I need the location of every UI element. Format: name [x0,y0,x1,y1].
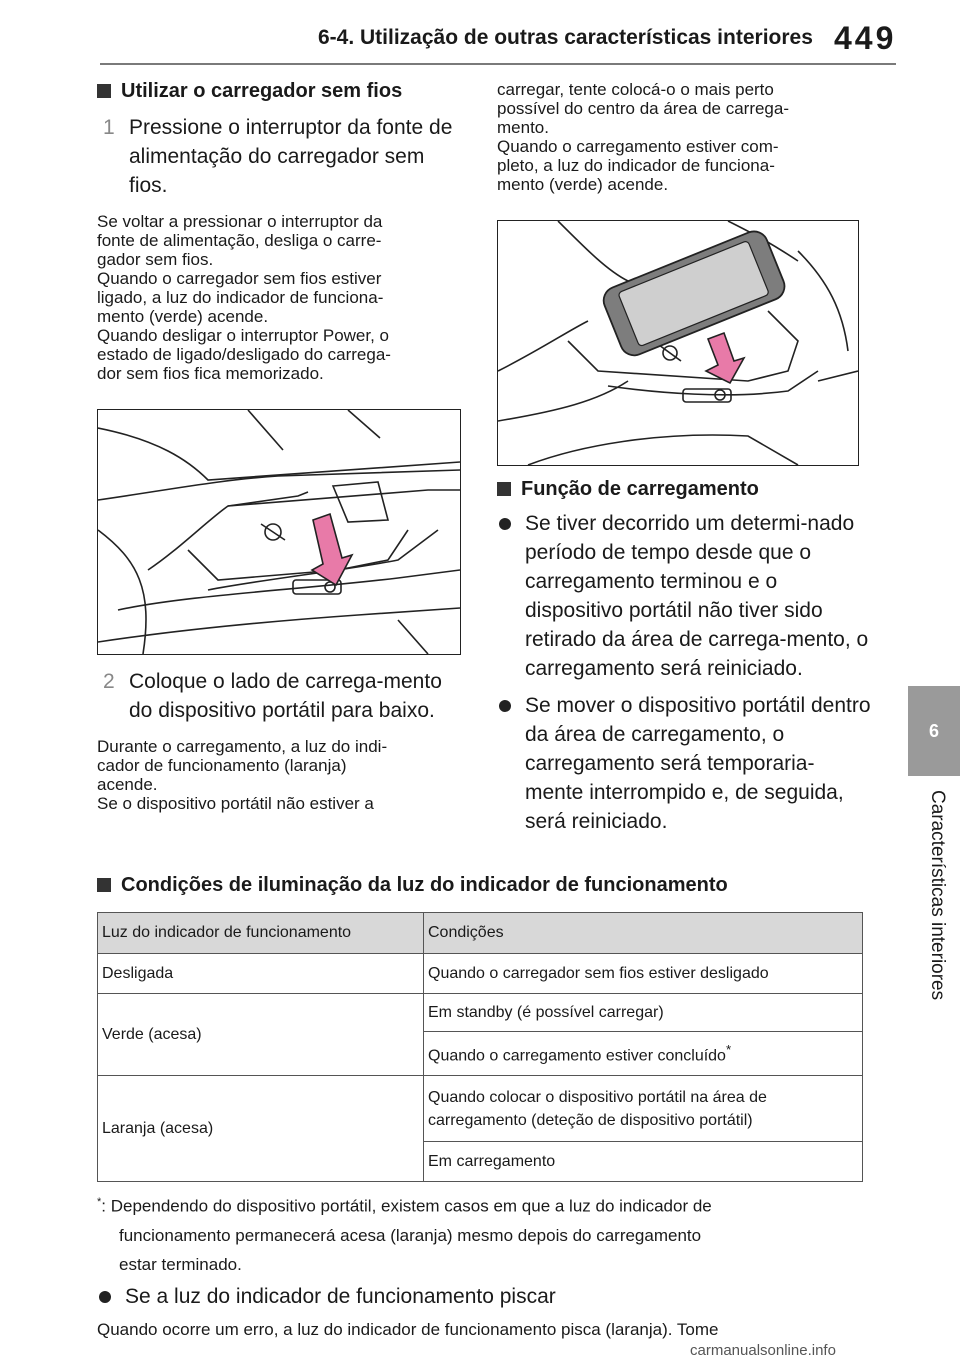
section-heading [97,80,467,103]
body-text: Quando ocorre um erro, a luz do indicador de funcionamento pisca (laranja). Tome [97,1320,719,1339]
light-state-cell: Verde (acesa) [98,994,424,1076]
condition-cell [424,1032,863,1076]
footnote-line: estar terminado. [119,1254,242,1274]
column-header: Luz do indicador de funcionamento [98,913,424,954]
light-state-cell: Desligada [98,954,424,994]
heading-text: Utilizar o carregador sem fios [121,80,403,102]
console-switch-drawing [98,410,460,654]
table-row [98,954,863,994]
footnote-line [97,1188,867,1221]
bullet-text: Se tiver decorrido um determi-nado período de tempo desde que o carregamento terminou e o dispositivo portátil não tiver sido retirado da área de carrega-mento, o carregamento será reiniciado. [525,512,869,680]
bullet-text: Se a luz do indicador de funcionamento piscar [125,1285,556,1308]
section-header: 6-4. Utilização de outras características interiores [318,26,813,49]
table-row [98,994,863,1032]
footnote-mark: * [97,1196,102,1208]
step-number: 2 [103,670,115,693]
condition-cell: Quando colocar o dispositivo portátil na área de carregamento (deteção de dispositivo portátil) [424,1076,863,1142]
condition-cell: Em carregamento [424,1142,863,1182]
page-number: 449 [834,20,897,56]
condition-cell: Quando o carregador sem fios estiver desligado [424,954,863,994]
table-heading [97,874,897,897]
condition-text: Quando o carregamento estiver concluído [428,1047,726,1065]
square-bullet-icon [97,878,111,892]
bullet-icon [499,700,511,712]
list-item [497,691,872,836]
square-bullet-icon [97,84,111,98]
list-item [497,509,872,683]
bullet-icon [99,1291,111,1303]
column-header: Condições [424,913,863,954]
heading-text: Função de carregamento [521,478,759,500]
step-text: Coloque o lado de carrega-mento do dispositivo portátil para baixo. [129,670,442,722]
phone-on-charger-drawing [498,221,858,465]
chapter-tab [908,686,960,776]
table-header-row [98,913,863,954]
continued-note: carregar, tente colocá-o o mais perto possível do centro da área de carrega- mento. Quando o carregamento estiver com- pleto, a luz do indicador de funciona- mento (verde) acende. [497,80,790,194]
section-heading [497,478,872,501]
step-2-note: Durante o carregamento, a luz do indi- cador de funcionamento (laranja) acende. Se o dispositivo portátil não estiver a [97,737,388,813]
right-column [497,80,872,844]
step-1 [97,113,467,200]
footnote-text: : Dependendo do dispositivo portátil, existem casos em que a luz do indicador de [101,1196,712,1216]
step-number: 1 [103,116,115,139]
step-1-note: Se voltar a pressionar o interruptor da fonte de alimentação, desliga o carre- gador sem fios. Quando o carregador sem fios estiver ligado, a luz do indicador de funciona- mento (verde) acende. Quando desligar o interruptor Power, o estado de ligado/desligado do carrega- dor sem fios fica memorizado. [97,212,391,383]
indicator-conditions-table [97,912,863,1182]
left-column [97,80,467,813]
list-item [97,1282,867,1311]
step-2 [97,667,467,725]
footnote-line: funcionamento permanecerá acesa (laranja) mesmo depois do carregamento [119,1225,702,1245]
condition-cell: Em standby (é possível carregar) [424,994,863,1032]
charger-switch-illustration [97,409,461,655]
square-bullet-icon [497,482,511,496]
footnote-mark: * [725,1041,732,1057]
table-row [98,1076,863,1142]
watermark: carmanualsonline.info [690,1342,836,1359]
chapter-label: Características interiores [927,790,948,1001]
phone-placement-illustration [497,220,859,466]
step-text: Pressione o interruptor da fonte de alimentação do carregador sem fios. [129,116,453,197]
header-divider [100,63,896,65]
bullet-icon [499,518,511,530]
heading-text: Condições de iluminação da luz do indicador de funcionamento [121,874,728,896]
light-state-cell: Laranja (acesa) [98,1076,424,1182]
table-footnote [97,1188,867,1279]
bullet-text: Se mover o dispositivo portátil dentro da área de carregamento, o carregamento será temporaria-mente interrompido e, de seguida, será reiniciado. [525,694,871,833]
chapter-number: 6 [928,720,939,741]
